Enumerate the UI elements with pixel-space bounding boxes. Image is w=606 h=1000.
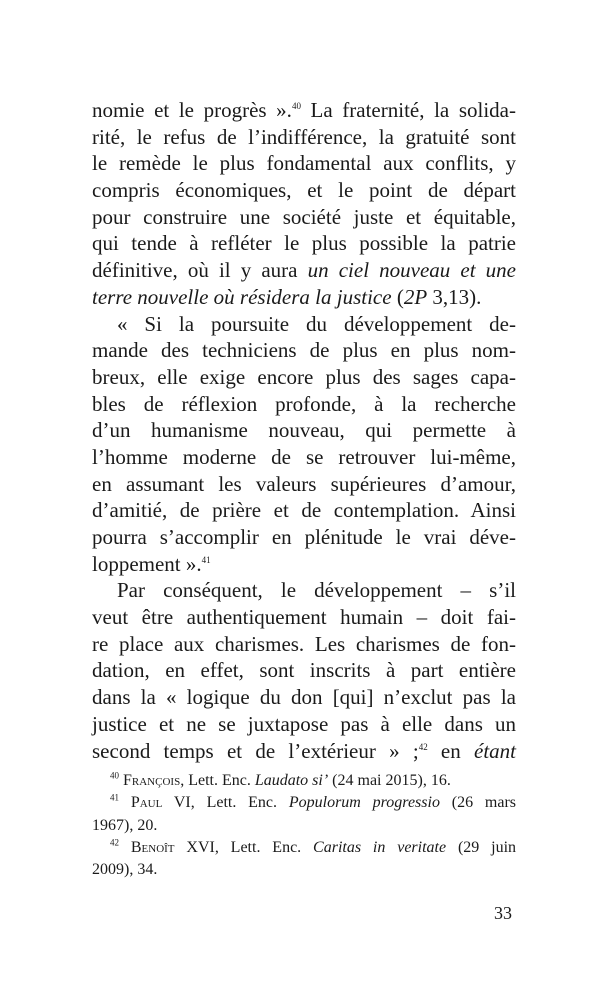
footnote-number: 41 [110, 792, 119, 803]
text-line: dation, en effet, sont inscrits à part entière [92, 658, 516, 683]
text-span: nomie et le progrès ». [92, 98, 292, 122]
body-text [92, 97, 516, 764]
footnote-author: Benoît [130, 838, 175, 856]
footnote-number: 42 [110, 837, 119, 848]
footnote-42 [92, 837, 516, 859]
text-span: ( [391, 284, 404, 309]
footnote-40 [92, 770, 516, 792]
text-span: loppement ». [92, 551, 202, 576]
footnote-ref: 42 [418, 741, 428, 752]
text-line: veut être authentiquement humain – doit fai- [92, 605, 516, 630]
footnote-ref: 41 [201, 554, 211, 565]
footnote-title: Populorum progressio [288, 794, 440, 812]
text-line: Par conséquent, le développement – s’il [117, 578, 516, 603]
text-line: rité, le refus de l’indifférence, la gratuité sont [92, 124, 516, 149]
footnote-text: (29 juin [446, 838, 517, 856]
footnote-41-cont: 1967), 20. [92, 816, 158, 834]
text-line: breux, elle exige encore plus des sages capa- [92, 364, 516, 389]
text-line: pourra s’accomplir en plénitude le vrai déve- [92, 525, 516, 549]
page-number: 33 [494, 903, 512, 923]
footnote-title: Caritas in veritate [313, 838, 447, 856]
text-span: 3,13). [427, 284, 482, 309]
text-line: d’un humanisme nouveau, qui permette à [92, 418, 516, 443]
italic-quote: un ciel nouveau et une [307, 258, 516, 283]
text-line [92, 284, 516, 311]
footnote-ref: 40 [291, 101, 301, 111]
text-span: La fraternité, la solida- [300, 98, 516, 122]
text-line [92, 97, 516, 124]
text-line: compris économiques, et le point de départ [92, 178, 516, 203]
text-line: « Si la poursuite du développement de- [117, 311, 516, 336]
paragraph [92, 577, 516, 764]
text-line: mande des techniciens de plus en plus nom- [92, 338, 516, 363]
text-line: dans la « logique du don [qui] n’exclut pas la [92, 685, 516, 710]
paragraph [92, 311, 516, 578]
footnote-author: François [123, 772, 181, 789]
text-line: en assumant les valeurs supérieures d’amour, [92, 471, 516, 496]
footnote-text: VI, Lett. Enc. [162, 794, 289, 812]
footnote-author: Paul [130, 794, 163, 812]
italic-word: étant [474, 738, 516, 763]
text-span: définitive, où il y aura [92, 258, 308, 283]
text-line [92, 738, 516, 765]
italic-quote: terre nouvelle où résidera la justice [92, 284, 392, 309]
footnotes [92, 770, 516, 881]
footnote-text: , Lett. Enc. [180, 772, 255, 789]
text-line: bles de réflexion profonde, à la recherche [92, 391, 516, 416]
text-line: d’amitié, de prière et de contemplation. Ainsi [92, 498, 516, 523]
scripture-reference: 2P [403, 284, 428, 309]
text-span: second temps et de l’extérieur » ; [92, 738, 419, 763]
footnote-42-cont: 2009), 34. [92, 861, 158, 879]
text-line: le remède le plus fondamental aux conflits, y [92, 151, 516, 176]
text-line: justice et ne se juxtapose pas à elle dans un [92, 711, 516, 736]
paragraph [92, 97, 516, 311]
text-line: qui tende à refléter le plus possible la patrie [92, 231, 516, 256]
footnote-41 [92, 792, 516, 814]
text-line: pour construire une société juste et équitable, [92, 204, 516, 229]
text-line [92, 257, 516, 284]
text-span: en [427, 738, 474, 763]
footnote-text: (26 mars [439, 794, 517, 812]
footnote-number: 40 [110, 770, 119, 781]
footnote-title: Laudato si’ [254, 772, 329, 789]
text-line: l’homme moderne de se retrouver lui-même, [92, 444, 516, 469]
footnote-text: XVI, Lett. Enc. [174, 838, 314, 856]
text-line: re place aux charismes. Les charismes de fon- [92, 631, 516, 656]
footnote-text: (24 mai 2015), 16. [328, 772, 451, 789]
text-line [92, 551, 516, 578]
